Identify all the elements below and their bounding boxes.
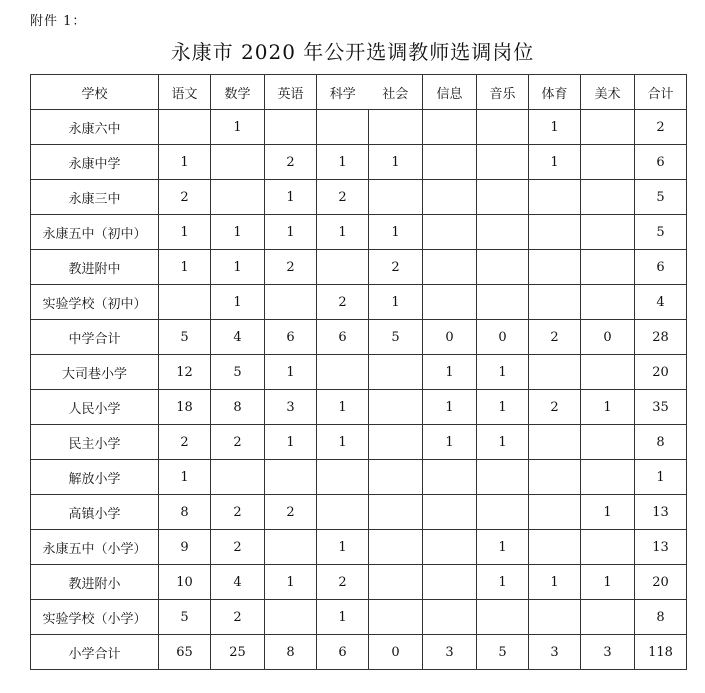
table-cell: 0 xyxy=(581,320,635,355)
table-cell: 1 xyxy=(529,110,581,145)
table-cell: 1 xyxy=(477,425,529,460)
table-cell xyxy=(529,600,581,635)
table-cell: 1 xyxy=(159,145,211,180)
table-cell xyxy=(529,495,581,530)
table-cell xyxy=(529,355,581,390)
table-cell: 1 xyxy=(581,565,635,600)
table-cell xyxy=(581,285,635,320)
annex-label: 附件 1： xyxy=(30,14,87,29)
table-row xyxy=(31,460,687,495)
table-cell xyxy=(529,180,581,215)
table-cell: 3 xyxy=(529,635,581,670)
table-cell: 4 xyxy=(211,565,265,600)
table-cell xyxy=(477,180,529,215)
table-cell xyxy=(477,215,529,250)
column-header: 合计 xyxy=(635,75,687,110)
table-cell xyxy=(581,250,635,285)
table-cell xyxy=(265,460,317,495)
table-cell xyxy=(581,180,635,215)
table-cell: 1 xyxy=(265,565,317,600)
table-cell xyxy=(423,495,477,530)
table-row xyxy=(31,635,687,670)
table-cell: 65 xyxy=(159,635,211,670)
table-cell xyxy=(369,355,423,390)
table-cell: 1 xyxy=(477,565,529,600)
school-name-cell: 永康五中（初中） xyxy=(31,215,159,250)
table-row xyxy=(31,565,687,600)
table-cell xyxy=(423,285,477,320)
table-row xyxy=(31,355,687,390)
table-cell xyxy=(369,600,423,635)
table-cell xyxy=(423,180,477,215)
table-cell xyxy=(423,145,477,180)
table-cell xyxy=(423,110,477,145)
table-cell: 8 xyxy=(211,390,265,425)
table-cell: 13 xyxy=(635,530,687,565)
table-row xyxy=(31,215,687,250)
table-cell: 1 xyxy=(477,390,529,425)
table-cell xyxy=(477,460,529,495)
table-cell: 2 xyxy=(529,390,581,425)
table-cell: 5 xyxy=(477,635,529,670)
table-cell xyxy=(581,145,635,180)
table-cell: 0 xyxy=(477,320,529,355)
table-cell: 1 xyxy=(159,250,211,285)
table-cell: 1 xyxy=(211,215,265,250)
table-cell: 1 xyxy=(423,355,477,390)
table-cell xyxy=(581,110,635,145)
table-cell: 2 xyxy=(529,320,581,355)
table-cell: 5 xyxy=(635,180,687,215)
column-header: 学校 xyxy=(31,75,159,110)
table-cell xyxy=(423,600,477,635)
table-cell xyxy=(581,425,635,460)
table-cell: 1 xyxy=(265,215,317,250)
table-cell: 1 xyxy=(265,180,317,215)
table-cell xyxy=(317,495,369,530)
table-cell xyxy=(529,250,581,285)
table-cell: 5 xyxy=(369,320,423,355)
table-cell xyxy=(423,250,477,285)
table-cell: 1 xyxy=(581,390,635,425)
column-header: 语文 xyxy=(159,75,211,110)
school-name-cell: 教进附中 xyxy=(31,250,159,285)
table-cell: 6 xyxy=(635,250,687,285)
table-cell: 3 xyxy=(265,390,317,425)
school-name-cell: 永康中学 xyxy=(31,145,159,180)
table-cell: 1 xyxy=(423,425,477,460)
page-title: 永康市 2020 年公开选调教师选调岗位 xyxy=(170,40,535,64)
table-cell xyxy=(369,390,423,425)
table-cell xyxy=(265,600,317,635)
table-cell: 2 xyxy=(369,250,423,285)
school-name-cell: 大司巷小学 xyxy=(31,355,159,390)
table-cell xyxy=(477,285,529,320)
school-name-cell: 永康六中 xyxy=(31,110,159,145)
table-cell xyxy=(581,600,635,635)
table-cell: 2 xyxy=(211,530,265,565)
table-header-row xyxy=(31,75,687,110)
table-cell xyxy=(317,460,369,495)
table-cell: 1 xyxy=(529,565,581,600)
table-row xyxy=(31,530,687,565)
table-cell xyxy=(529,285,581,320)
table-cell: 2 xyxy=(317,180,369,215)
positions-table xyxy=(30,74,687,670)
table-cell: 8 xyxy=(635,600,687,635)
table-row xyxy=(31,320,687,355)
table-cell xyxy=(317,250,369,285)
table-cell xyxy=(529,530,581,565)
table-cell: 2 xyxy=(159,425,211,460)
table-row xyxy=(31,425,687,460)
table-cell: 4 xyxy=(635,285,687,320)
table-cell: 12 xyxy=(159,355,211,390)
table-cell: 1 xyxy=(265,355,317,390)
table-cell xyxy=(211,180,265,215)
table-cell xyxy=(369,495,423,530)
table-cell: 10 xyxy=(159,565,211,600)
table-cell: 28 xyxy=(635,320,687,355)
table-cell: 1 xyxy=(477,530,529,565)
table-row xyxy=(31,145,687,180)
table-cell: 2 xyxy=(211,495,265,530)
table-cell: 0 xyxy=(369,635,423,670)
table-cell: 1 xyxy=(211,250,265,285)
table-cell: 1 xyxy=(317,425,369,460)
table-cell: 1 xyxy=(581,495,635,530)
table-cell xyxy=(529,460,581,495)
column-header: 音乐 xyxy=(477,75,529,110)
table-cell xyxy=(477,495,529,530)
table-row xyxy=(31,180,687,215)
school-name-cell: 实验学校（初中） xyxy=(31,285,159,320)
table-cell: 1 xyxy=(477,355,529,390)
table-cell: 1 xyxy=(369,215,423,250)
table-row xyxy=(31,390,687,425)
table-cell xyxy=(369,110,423,145)
table-cell: 1 xyxy=(317,530,369,565)
school-name-cell: 永康三中 xyxy=(31,180,159,215)
table-cell xyxy=(369,460,423,495)
table-cell: 6 xyxy=(265,320,317,355)
table-cell: 6 xyxy=(635,145,687,180)
table-cell: 1 xyxy=(529,145,581,180)
table-cell xyxy=(477,110,529,145)
table-cell: 2 xyxy=(265,145,317,180)
table-row xyxy=(31,600,687,635)
school-name-cell: 解放小学 xyxy=(31,460,159,495)
table-cell: 3 xyxy=(581,635,635,670)
table-cell xyxy=(265,530,317,565)
school-name-cell: 民主小学 xyxy=(31,425,159,460)
table-cell: 8 xyxy=(635,425,687,460)
table-cell: 1 xyxy=(159,215,211,250)
table-row xyxy=(31,110,687,145)
table-cell: 1 xyxy=(369,145,423,180)
table-cell: 5 xyxy=(211,355,265,390)
table-cell xyxy=(529,425,581,460)
table-cell: 25 xyxy=(211,635,265,670)
table-cell xyxy=(369,425,423,460)
school-name-cell: 人民小学 xyxy=(31,390,159,425)
table-cell: 6 xyxy=(317,320,369,355)
column-header: 美术 xyxy=(581,75,635,110)
table-cell: 2 xyxy=(317,565,369,600)
table-cell xyxy=(529,215,581,250)
table-cell: 9 xyxy=(159,530,211,565)
table-cell: 1 xyxy=(369,285,423,320)
table-cell: 2 xyxy=(265,495,317,530)
table-cell: 1 xyxy=(317,145,369,180)
table-cell: 2 xyxy=(211,600,265,635)
school-name-cell: 中学合计 xyxy=(31,320,159,355)
table-cell xyxy=(317,355,369,390)
table-cell: 118 xyxy=(635,635,687,670)
table-cell xyxy=(369,530,423,565)
table-cell: 1 xyxy=(635,460,687,495)
school-name-cell: 永康五中（小学） xyxy=(31,530,159,565)
table-cell: 1 xyxy=(317,600,369,635)
table-cell: 20 xyxy=(635,565,687,600)
table-row xyxy=(31,495,687,530)
column-header: 科学 xyxy=(317,75,369,110)
table-cell: 2 xyxy=(635,110,687,145)
table-cell xyxy=(159,110,211,145)
table-cell: 6 xyxy=(317,635,369,670)
table-cell xyxy=(211,145,265,180)
table-cell: 1 xyxy=(317,390,369,425)
table-cell: 5 xyxy=(159,320,211,355)
table-cell: 35 xyxy=(635,390,687,425)
table-cell xyxy=(369,180,423,215)
table-cell xyxy=(423,460,477,495)
table-cell: 2 xyxy=(265,250,317,285)
table-cell xyxy=(581,215,635,250)
table-cell xyxy=(581,460,635,495)
table-row xyxy=(31,285,687,320)
table-cell xyxy=(477,600,529,635)
table-cell xyxy=(265,285,317,320)
table-cell xyxy=(369,565,423,600)
table-cell xyxy=(477,250,529,285)
table-cell: 1 xyxy=(317,215,369,250)
table-cell xyxy=(423,530,477,565)
table-cell: 4 xyxy=(211,320,265,355)
school-name-cell: 教进附小 xyxy=(31,565,159,600)
column-header: 英语 xyxy=(265,75,317,110)
table-cell: 1 xyxy=(265,425,317,460)
table-cell: 13 xyxy=(635,495,687,530)
column-header: 信息 xyxy=(423,75,477,110)
table-cell: 2 xyxy=(317,285,369,320)
table-cell xyxy=(317,110,369,145)
column-header: 体育 xyxy=(529,75,581,110)
table-cell xyxy=(477,145,529,180)
table-cell: 5 xyxy=(635,215,687,250)
table-cell: 2 xyxy=(211,425,265,460)
table-cell xyxy=(423,565,477,600)
table-cell: 2 xyxy=(159,180,211,215)
table-cell: 1 xyxy=(159,460,211,495)
table-cell: 8 xyxy=(159,495,211,530)
school-name-cell: 实验学校（小学） xyxy=(31,600,159,635)
table-cell xyxy=(581,355,635,390)
table-cell xyxy=(423,215,477,250)
table-row xyxy=(31,250,687,285)
table-cell: 1 xyxy=(423,390,477,425)
table-cell: 5 xyxy=(159,600,211,635)
table-cell: 1 xyxy=(211,110,265,145)
table-cell: 0 xyxy=(423,320,477,355)
table-cell: 20 xyxy=(635,355,687,390)
table-cell: 1 xyxy=(211,285,265,320)
column-header: 数学 xyxy=(211,75,265,110)
table-cell xyxy=(211,460,265,495)
table-cell xyxy=(581,530,635,565)
table-cell: 18 xyxy=(159,390,211,425)
table-cell xyxy=(265,110,317,145)
table-cell: 8 xyxy=(265,635,317,670)
school-name-cell: 小学合计 xyxy=(31,635,159,670)
table-cell: 3 xyxy=(423,635,477,670)
column-header: 社会 xyxy=(369,75,423,110)
school-name-cell: 高镇小学 xyxy=(31,495,159,530)
table-cell xyxy=(159,285,211,320)
